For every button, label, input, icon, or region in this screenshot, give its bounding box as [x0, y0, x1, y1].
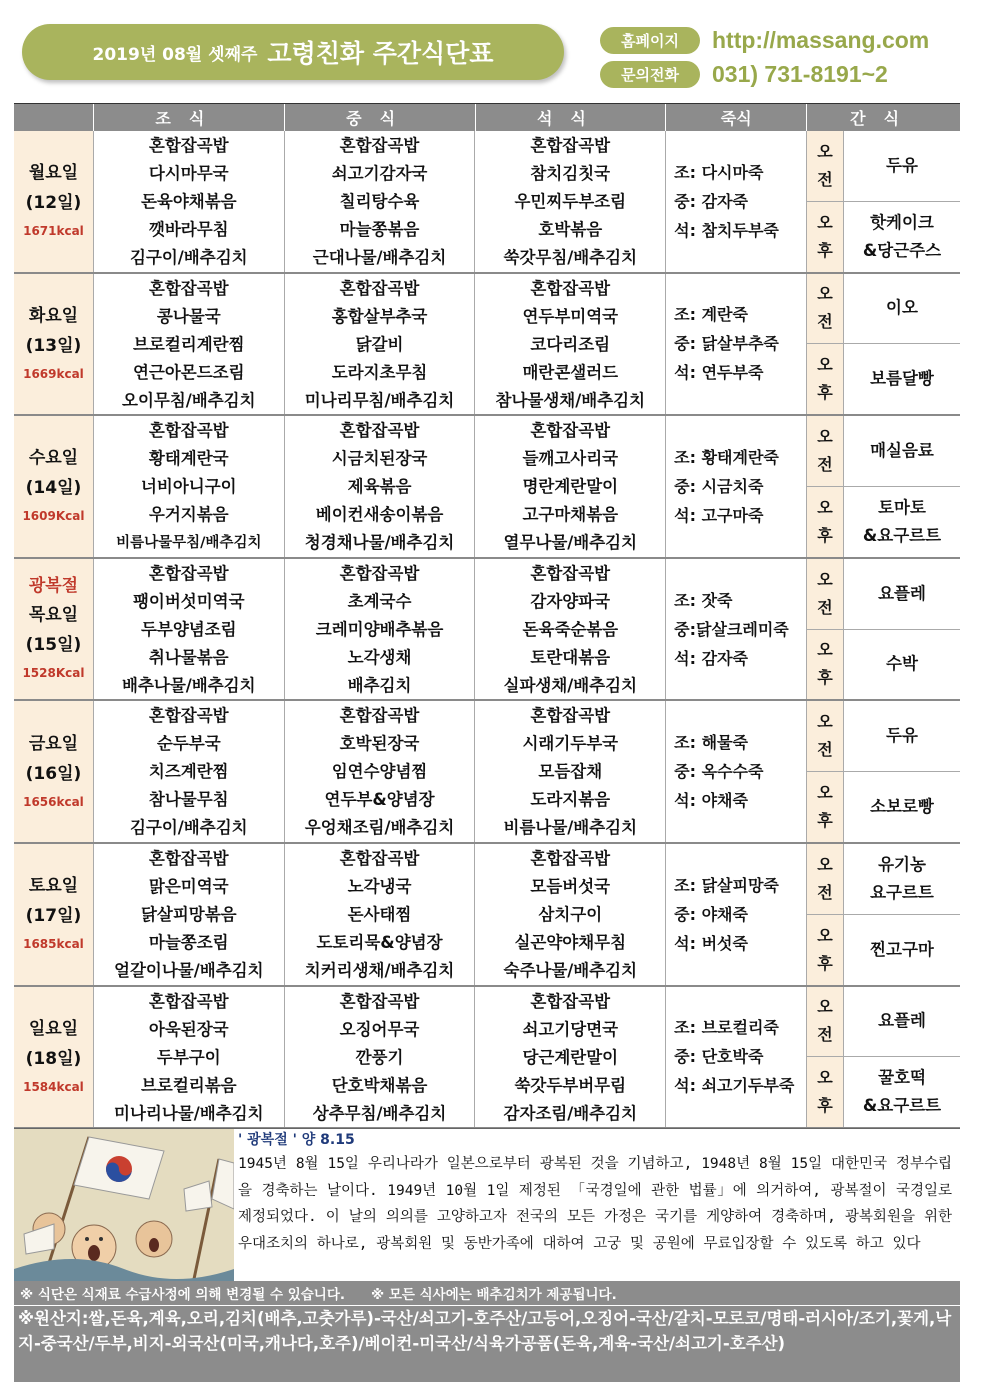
day-name: 금요일 [28, 733, 79, 754]
menu-item: 명란계란말이 [522, 477, 619, 497]
snack-pm [807, 1057, 960, 1127]
menu-item: 연근아몬드조림 [132, 362, 245, 382]
menu-item: 고구마채볶음 [522, 505, 619, 525]
menu-item: 비름나물/배추김치 [503, 818, 638, 838]
snack-am [807, 987, 960, 1058]
menu-item: 상추무침/배추김치 [312, 1103, 447, 1123]
snack-pm-label [807, 487, 844, 557]
menu-item: 베이컨새송이볶음 [315, 505, 444, 525]
lunch-cell [285, 131, 476, 272]
porridge-item: 조: 브로컬리죽 [674, 1018, 779, 1038]
snack-am-label [807, 844, 844, 914]
snack-cell [807, 701, 960, 842]
day-kcal: 1584kcal [23, 1079, 84, 1094]
snack-item: 꿀호떡 &요구르트 [862, 1068, 942, 1116]
snack-time-char: 전 [817, 455, 833, 475]
menu-item: 혼합잡곡밥 [339, 706, 420, 726]
menu-item: 시래기두부국 [522, 734, 619, 754]
porridge-item: 조: 닭살피망죽 [674, 875, 779, 895]
dinner-cell [475, 274, 666, 415]
menu-item: 참나물생채/배추김치 [495, 390, 646, 410]
snack-pm-label [807, 202, 844, 272]
menu-item: 깻바라무침 [148, 220, 229, 239]
title-main: 고령친화 주간식단표 [267, 39, 494, 68]
day-date: (12일) [25, 193, 82, 214]
story-section [14, 1128, 960, 1280]
menu-item: 혼합잡곡밥 [339, 136, 420, 155]
snack-item: 매실음료 [870, 441, 934, 461]
snack-time-char: 오 [817, 1068, 833, 1088]
lunch-cell [285, 844, 476, 985]
menu-item: 닭살피망볶음 [140, 904, 237, 924]
snack-time-char: 후 [817, 668, 833, 688]
menu-item: 우거지볶음 [148, 505, 229, 525]
snack-pm-label [807, 1057, 844, 1127]
menu-item: 마늘쫑볶음 [339, 220, 420, 239]
menu-item: 두부구이 [156, 1047, 221, 1067]
snack-pm-label [807, 630, 844, 700]
lunch-cell [285, 701, 476, 842]
snack-item: 소보로빵 [870, 797, 934, 817]
menu-item: 혼합잡곡밥 [148, 278, 229, 298]
menu-item: 오이무침/배추김치 [122, 390, 256, 410]
menu-item: 홍합살부추국 [331, 306, 428, 326]
header-day [14, 104, 94, 131]
menu-item: 혼합잡곡밥 [339, 421, 420, 441]
snack-item: 두유 [886, 726, 918, 746]
menu-item: 임연수양념찜 [331, 762, 428, 782]
day-row [14, 844, 960, 987]
contact-info [600, 24, 980, 92]
porridge-cell [666, 416, 807, 557]
menu-item: 맑은미역국 [148, 876, 229, 896]
day-row [14, 416, 960, 559]
phone-number: 031) 731-8191~2 [712, 60, 888, 87]
day-name: 일요일 [28, 1018, 79, 1039]
menu-item: 혼합잡곡밥 [148, 848, 229, 868]
snack-time-char: 전 [817, 597, 833, 617]
menu-item: 콩나물국 [156, 306, 221, 326]
header-snack: 간식 [850, 109, 918, 128]
breakfast-cell [94, 274, 285, 415]
day-kcal: 1669kcal [23, 366, 84, 381]
menu-item: 돈사태찜 [347, 904, 412, 924]
porridge-item: 중:닭살크레미죽 [674, 619, 789, 639]
menu-item: 김구이/배추김치 [129, 248, 248, 267]
porridge-cell [666, 274, 807, 415]
snack-am-label [807, 274, 844, 344]
day-row [14, 987, 960, 1130]
homepage-label: 홈페이지 [600, 27, 700, 54]
menu-item: 노각생채 [347, 647, 412, 667]
menu-item: 연두부&양념장 [324, 790, 435, 810]
snack-item: 보름달빵 [870, 369, 934, 389]
day-date: (17일) [25, 906, 82, 927]
snack-time-char: 후 [817, 240, 833, 260]
snack-time-char: 후 [817, 1096, 833, 1116]
lunch-cell [285, 416, 476, 557]
menu-item: 도토리묵&양념장 [316, 932, 443, 952]
menu-item: 우민찌두부조림 [514, 192, 627, 211]
snack-pm [807, 630, 960, 700]
menu-item: 너비아니구이 [140, 477, 237, 497]
header-dinner: 석식 [476, 104, 667, 131]
snack-time-char: 오 [817, 355, 833, 375]
menu-item: 혼합잡곡밥 [148, 706, 229, 726]
snack-cell [807, 559, 960, 700]
menu-header-row [14, 104, 960, 131]
snack-cell [807, 987, 960, 1128]
story-text: 1945년 8월 15일 우리나라가 일본으로부터 광복된 것을 기념하고, 1948년 8월 15일 대한민국 정부수립을 경축하는 날이다. 1949년 10월 1일 제정된 「국경일에 관한 법률」에 의거하여, 광복절이 국경일로 제정되었다. 이 날의 의의를 고양하고자 전국의 모든 가정은 국기를 게양하여 경축하며, 광복회원을 위한 우대조치의 하나로, 광복회원 및 동반가족에 대하여 고궁 및 공원에 무료입장할 수 있도록 하고 있다 [238, 1156, 952, 1252]
day-cell [14, 987, 94, 1128]
menu-item: 감자양파국 [530, 591, 611, 611]
snack-am [807, 844, 960, 915]
menu-item: 순두부국 [156, 734, 221, 754]
snack-cell [807, 131, 960, 272]
snack-pm-label [807, 344, 844, 414]
menu-item: 모듬잡채 [538, 762, 603, 782]
porridge-item: 조: 다시마죽 [674, 162, 764, 182]
menu-item: 실곤약야채무침 [514, 932, 627, 952]
snack-cell [807, 416, 960, 557]
snack-time-char: 후 [817, 383, 833, 403]
notice-change: ※ 식단은 식재료 수급사정에 의해 변경될 수 있습니다. [20, 1287, 346, 1303]
menu-item: 혼합잡곡밥 [339, 848, 420, 868]
dinner-cell [475, 844, 666, 985]
snack-time-char: 오 [817, 497, 833, 517]
porridge-item: 조: 잣죽 [674, 590, 733, 610]
menu-item: 연두부미역국 [522, 306, 619, 326]
snack-item: 수박 [886, 654, 918, 674]
day-kcal: 1528Kcal [22, 666, 85, 681]
snack-time-char: 오 [817, 925, 833, 945]
menu-item: 쇠고기당면국 [522, 1019, 619, 1039]
day-kcal: 1656kcal [23, 794, 84, 809]
holiday-label: 광복절 [28, 576, 79, 597]
snack-item: 이오 [886, 298, 918, 318]
menu-item: 쑥갓무침/배추김치 [503, 248, 638, 267]
snack-item: 요플레 [878, 583, 926, 603]
dinner-cell [475, 701, 666, 842]
header-lunch: 중식 [285, 104, 476, 131]
homepage-row [600, 24, 980, 56]
story-content [234, 1129, 960, 1280]
lunch-cell [285, 274, 476, 415]
menu-item: 혼합잡곡밥 [339, 278, 420, 298]
menu-item: 혼합잡곡밥 [530, 421, 611, 441]
menu-item: 아욱된장국 [148, 1019, 229, 1039]
menu-item: 호박볶음 [538, 220, 603, 239]
snack-time-char: 오 [817, 712, 833, 732]
porridge-cell [666, 131, 807, 272]
snack-am-label [807, 416, 844, 486]
day-name: 월요일 [28, 163, 79, 184]
snack-am [807, 701, 960, 772]
menu-item: 닭갈비 [355, 334, 404, 354]
menu-item: 혼합잡곡밥 [530, 706, 611, 726]
day-cell [14, 844, 94, 985]
menu-item: 모듬버섯국 [530, 876, 611, 896]
menu-item: 열무나물/배추김치 [503, 533, 638, 553]
porridge-cell [666, 559, 807, 700]
day-row [14, 131, 960, 274]
menu-item: 크레미양배추볶음 [315, 619, 444, 639]
phone-label: 문의전화 [600, 61, 700, 88]
title-week: 2019년 08월 셋째주 [92, 44, 258, 65]
menu-item: 참치김칫국 [530, 164, 611, 183]
snack-time-char: 오 [817, 212, 833, 232]
menu-item: 브로컬리볶음 [140, 1075, 237, 1095]
day-name: 수요일 [28, 448, 79, 469]
snack-am [807, 416, 960, 487]
porridge-item: 중: 시금치죽 [674, 476, 764, 496]
menu-item: 혼합잡곡밥 [148, 421, 229, 441]
snack-time-char: 후 [817, 811, 833, 831]
snack-am [807, 274, 960, 345]
snack-am [807, 131, 960, 202]
phone-row [600, 58, 980, 90]
menu-item: 브로컬리계란찜 [132, 334, 245, 354]
menu-item: 도라지볶음 [530, 790, 611, 810]
menu-item: 혼합잡곡밥 [339, 563, 420, 583]
day-row [14, 274, 960, 417]
snack-time-char: 오 [817, 783, 833, 803]
day-row [14, 701, 960, 844]
weekly-menu-table [14, 103, 960, 1128]
menu-item: 칠리탕수육 [339, 192, 420, 211]
porridge-item: 조: 황태계란죽 [674, 447, 779, 467]
breakfast-cell [94, 701, 285, 842]
porridge-item: 중: 닭살부추죽 [674, 334, 779, 354]
breakfast-cell [94, 416, 285, 557]
snack-pm [807, 915, 960, 985]
snack-item: 두유 [886, 155, 918, 175]
snack-time-char: 오 [817, 854, 833, 874]
menu-item: 혼합잡곡밥 [148, 991, 229, 1011]
notice-bar [14, 1281, 960, 1305]
breakfast-cell [94, 131, 285, 272]
menu-item: 치커리생채/배추김치 [304, 960, 455, 980]
homepage-link[interactable]: http://massang.com [712, 26, 930, 53]
snack-item: 핫케이크 &당근주스 [862, 212, 942, 260]
porridge-cell [666, 987, 807, 1128]
day-date: (15일) [25, 635, 82, 656]
lunch-cell [285, 987, 476, 1128]
day-cell [14, 416, 94, 557]
menu-item: 시금치된장국 [331, 449, 428, 469]
menu-item: 단호박채볶음 [331, 1075, 428, 1095]
menu-item: 참나물무침 [148, 790, 229, 810]
menu-item: 근대나물/배추김치 [312, 248, 447, 267]
menu-item: 두부양념조림 [140, 619, 237, 639]
snack-pm [807, 202, 960, 272]
menu-item: 제육볶음 [347, 477, 412, 497]
menu-item: 호박된장국 [339, 734, 420, 754]
breakfast-cell [94, 559, 285, 700]
snack-time-char: 전 [817, 1025, 833, 1045]
menu-item: 혼합잡곡밥 [530, 136, 611, 155]
flag-crowd-image [14, 1129, 234, 1281]
day-name: 화요일 [28, 305, 79, 326]
porridge-item: 조: 해물죽 [674, 733, 748, 753]
menu-item: 혼합잡곡밥 [530, 278, 611, 298]
snack-time-char: 오 [817, 141, 833, 161]
porridge-item: 조: 계란죽 [674, 305, 748, 325]
snack-time-char: 오 [817, 997, 833, 1017]
snack-time-char: 후 [817, 953, 833, 973]
menu-item: 다시마무국 [148, 164, 229, 183]
snack-pm-label [807, 915, 844, 985]
day-row [14, 559, 960, 702]
menu-item: 토란대볶음 [530, 647, 611, 667]
menu-item: 숙주나물/배추김치 [503, 960, 638, 980]
day-kcal: 1609Kcal [22, 509, 85, 524]
porridge-item: 석: 쇠고기두부죽 [674, 1076, 795, 1096]
day-kcal: 1685kcal [23, 937, 84, 952]
menu-item: 혼합잡곡밥 [148, 563, 229, 583]
snack-time-char: 오 [817, 640, 833, 660]
snack-time-char: 오 [817, 427, 833, 447]
porridge-item: 중: 옥수수죽 [674, 762, 764, 782]
menu-item: 우엉채조림/배추김치 [304, 818, 455, 838]
day-kcal: 1671kcal [23, 224, 84, 239]
snack-time-char: 후 [817, 525, 833, 545]
dinner-cell [475, 559, 666, 700]
porridge-item: 석: 참치두부죽 [674, 220, 779, 240]
menu-item: 김구이/배추김치 [129, 818, 248, 838]
breakfast-cell [94, 987, 285, 1128]
dinner-cell [475, 987, 666, 1128]
title-banner [22, 24, 564, 80]
menu-item: 노각냉국 [347, 876, 412, 896]
snack-am-label [807, 701, 844, 771]
snack-time-char: 오 [817, 284, 833, 304]
menu-item: 실파생채/배추김치 [503, 675, 638, 695]
menu-item: 팽이버섯미역국 [132, 591, 245, 611]
day-date: (13일) [25, 335, 82, 356]
menu-item: 당근계란말이 [522, 1047, 619, 1067]
menu-item: 오징어무국 [339, 1019, 420, 1039]
snack-am-label [807, 131, 844, 201]
lunch-cell [285, 559, 476, 700]
independence-illustration [14, 1129, 234, 1281]
snack-pm-label [807, 772, 844, 842]
menu-item: 매란콘샐러드 [522, 362, 619, 382]
menu-item: 배추나물/배추김치 [122, 675, 256, 695]
menu-item: 도라지초무침 [331, 362, 428, 382]
story-title: ' 광복절 ' 양 8.15 [238, 1132, 355, 1148]
menu-item: 코다리조림 [530, 334, 611, 354]
snack-time-char: 전 [817, 312, 833, 332]
snack-cell [807, 844, 960, 985]
menu-item: 혼합잡곡밥 [530, 563, 611, 583]
menu-item: 돈육죽순볶음 [522, 619, 619, 639]
day-cell [14, 701, 94, 842]
menu-item: 청경채나물/배추김치 [304, 533, 455, 553]
menu-item: 돈육야채볶음 [140, 192, 237, 211]
day-date: (18일) [25, 1048, 82, 1069]
menu-item: 혼합잡곡밥 [148, 136, 229, 155]
snack-am [807, 559, 960, 630]
day-date: (14일) [25, 478, 82, 499]
menu-item: 미나리나물/배추김치 [114, 1103, 264, 1123]
snack-am-label [807, 987, 844, 1057]
day-date: (16일) [25, 763, 82, 784]
menu-item: 마늘쫑조림 [148, 932, 229, 952]
porridge-item: 석: 버섯죽 [674, 933, 748, 953]
menu-item: 치즈계란찜 [148, 762, 229, 782]
porridge-item: 석: 고구마죽 [674, 505, 764, 525]
menu-body [14, 131, 960, 1129]
menu-item: 비름나물무침/배추김치 [116, 535, 262, 552]
porridge-cell [666, 844, 807, 985]
snack-item: 토마토 &요구르트 [862, 497, 942, 545]
day-cell [14, 559, 94, 700]
menu-item: 삼치구이 [538, 904, 603, 924]
origin-info: ※원산지:쌀,돈육,계육,오리,김치(배추,고춧가루)-국산/쇠고기-호주산/고등어,오징어-국산/갈치-모로코/명태-러시아/조기,꽃게,낙지-중국산/두부,비지-외국산(미국,캐나다,호주)/베이컨-미국산/식육가공품(돈육,계육-국산/쇠고기-호주산) [14, 1306, 960, 1382]
menu-item: 쇠고기감자국 [331, 164, 428, 183]
porridge-item: 석: 감자죽 [674, 648, 748, 668]
menu-item: 취나물볶음 [148, 647, 229, 667]
snack-item: 찐고구마 [870, 939, 934, 959]
porridge-item: 석: 야채죽 [674, 791, 748, 811]
snack-time-char: 전 [817, 740, 833, 760]
snack-cell [807, 274, 960, 415]
menu-item: 혼합잡곡밥 [530, 848, 611, 868]
notice-kimchi: ※ 모든 식사에는 배추김치가 제공됩니다. [371, 1287, 617, 1303]
snack-pm [807, 772, 960, 842]
dinner-cell [475, 416, 666, 557]
header-porridge: 죽식 [666, 104, 807, 131]
day-name: 토요일 [28, 876, 79, 897]
menu-item: 배추김치 [347, 675, 412, 695]
porridge-item: 중: 단호박죽 [674, 1047, 764, 1067]
day-cell [14, 274, 94, 415]
day-cell [14, 131, 94, 272]
porridge-item: 중: 야채죽 [674, 904, 748, 924]
menu-item: 혼합잡곡밥 [339, 991, 420, 1011]
snack-time-char: 오 [817, 569, 833, 589]
snack-am-label [807, 559, 844, 629]
menu-item: 황태계란국 [148, 449, 229, 469]
porridge-item: 중: 감자죽 [674, 191, 748, 211]
snack-time-char: 전 [817, 882, 833, 902]
dinner-cell [475, 131, 666, 272]
header-breakfast: 조식 [94, 104, 285, 131]
menu-item: 감자조림/배추김치 [503, 1103, 638, 1123]
porridge-cell [666, 701, 807, 842]
menu-item: 미나리무침/배추김치 [304, 390, 455, 410]
menu-item: 혼합잡곡밥 [530, 991, 611, 1011]
snack-item: 유기농 요구르트 [870, 854, 934, 902]
breakfast-cell [94, 844, 285, 985]
menu-item: 초계국수 [347, 591, 412, 611]
menu-item: 쑥갓두부버무림 [514, 1075, 627, 1095]
snack-pm [807, 344, 960, 414]
snack-time-char: 전 [817, 169, 833, 189]
snack-pm [807, 487, 960, 557]
porridge-item: 석: 연두부죽 [674, 363, 764, 383]
snack-item: 요플레 [878, 1011, 926, 1031]
menu-item: 깐풍기 [355, 1047, 404, 1067]
menu-item: 얼갈이나물/배추김치 [114, 960, 264, 980]
menu-item: 들깨고사리국 [522, 449, 619, 469]
day-name: 목요일 [28, 605, 79, 626]
